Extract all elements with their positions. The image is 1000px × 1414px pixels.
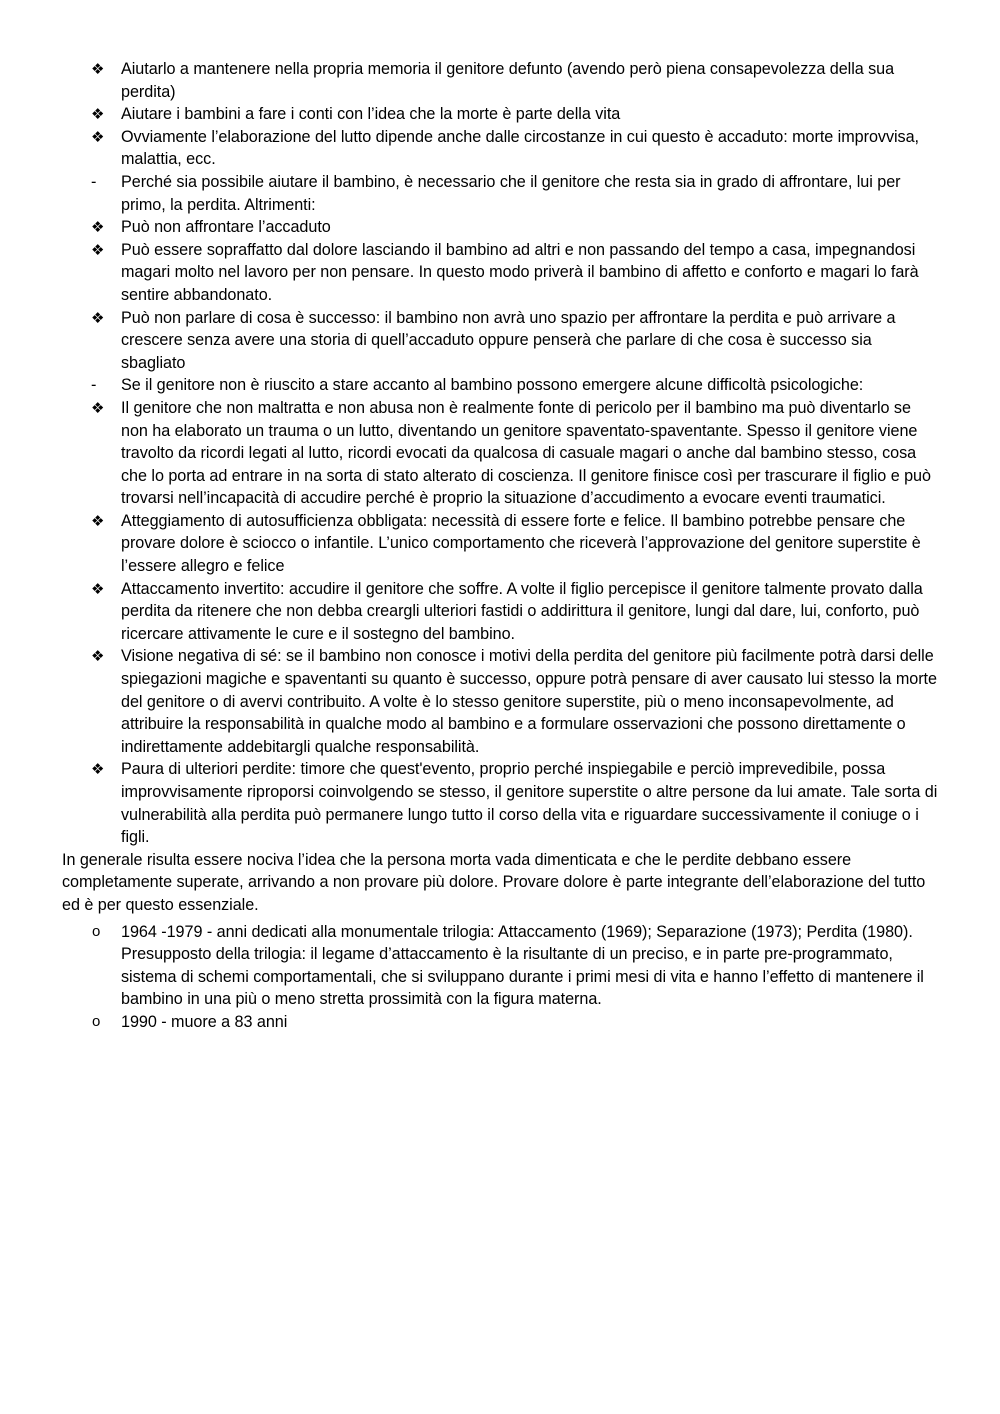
- list-item: [62, 578, 940, 646]
- list-item-text: Aiutarlo a mantenere nella propria memoria il genitore defunto (avendo però piena consapevolezza della sua perdita): [121, 60, 895, 101]
- list-item: [62, 510, 940, 578]
- list-item: [62, 171, 940, 216]
- list-item: [62, 126, 940, 171]
- list-item: [62, 758, 940, 848]
- list-item: [62, 1011, 940, 1034]
- list-item-text: 1964 -1979 ‑ anni dedicati alla monumentale trilogia: Attaccamento (1969); Separazione (1973); Perdita (1980). Presupposto della trilogia: il legame d’attaccamento è la risultante di un preciso, e in parte pre-programmato, sistema di schemi comportamentali, che si sviluppano durante i primi mesi di vita e hanno l’effetto di mantenere il bambino in una più o meno stretta prossimità con la figura materna.: [121, 922, 924, 1009]
- circle-bullet-icon: o: [92, 922, 101, 940]
- list-item-text: Aiutare i bambini a fare i conti con l’idea che la morte è parte della vita: [121, 105, 621, 124]
- list-item: [62, 921, 940, 1011]
- list-item: [62, 103, 940, 126]
- list-item: [62, 239, 940, 307]
- dash-bullet: -: [91, 376, 97, 395]
- list-item-text: Può non parlare di cosa è successo: il bambino non avrà uno spazio per affrontare la perdita e può arrivare a crescere senza avere una storia di quell’accaduto oppure penserà che parlare di che cosa è successo sia sbagliato: [121, 308, 896, 372]
- body-paragraph: In generale risulta essere nociva l’idea che la persona morta vada dimenticata e che le perdite debbano essere completamente superate, arrivando a non provare più dolore. Provare dolore è parte integrante dell’elaborazione del tutto ed è per questo essenziale.: [62, 850, 926, 914]
- list-item: [62, 58, 940, 103]
- diamond-bullet-icon: ❖: [91, 579, 105, 598]
- list-item: [62, 216, 940, 239]
- list-item: [62, 374, 940, 397]
- diamond-bullet-icon: ❖: [91, 240, 105, 259]
- diamond-bullet-icon: ❖: [91, 398, 105, 417]
- list-item-text: Visione negativa di sé: se il bambino non conosce i motivi della perdita del genitore più facilmente potrà darsi delle spiegazioni magiche e spaventanti su quanto è successo, oppure potrà pensare di aver causato lui stesso la morte del genitore o di avervi contribuito. A volte è lo stesso genitore superstite, più o meno inconsapevolmente, ad attribuire la responsabilità in qualche modo al bambino e a formulare osservazioni che possono direttamente o indirettamente addebitargli qualche responsabilità.: [121, 647, 937, 756]
- diamond-bullet-icon: ❖: [91, 218, 105, 237]
- dash-bullet: -: [91, 172, 97, 191]
- diamond-bullet-icon: ❖: [91, 308, 105, 327]
- diamond-bullet-icon: ❖: [91, 127, 105, 146]
- diamond-bullet-icon: ❖: [91, 760, 105, 779]
- list-item: [62, 307, 940, 375]
- list-item-text: Perché sia possibile aiutare il bambino, è necessario che il genitore che resta sia in grado di affrontare, lui per primo, la perdita. Altrimenti:: [121, 172, 901, 214]
- list-item-text: Atteggiamento di autosufficienza obbligata: necessità di essere forte e felice. Il bambino potrebbe pensare che provare dolore è sciocco o infantile. L’unico comportamento che riceverà l’approvazione del genitore superstite è l’essere allegro e felice: [121, 511, 921, 576]
- diamond-bullet-icon: ❖: [91, 511, 105, 530]
- list-item-text: Attaccamento invertito: accudire il genitore che soffre. A volte il figlio percepisce il genitore talmente provato dalla perdita da ritenere che non debba creargli ulteriori fastidi o addirittura il genitore, lungi dal dare, lui, conforto, può ricercare attivamente le cure e il sostegno del bambino.: [121, 579, 923, 643]
- list-item-text: Ovviamente l’elaborazione del lutto dipende anche dalle circostanze in cui questo è accaduto: morte improvvisa, malattia, ecc.: [121, 127, 919, 169]
- list-item: [62, 645, 940, 758]
- diamond-bullet-icon: ❖: [91, 647, 105, 666]
- list-item-text: Se il genitore non è riuscito a stare accanto al bambino possono emergere alcune difficoltà psicologiche:: [121, 376, 864, 395]
- list-item-text: Il genitore che non maltratta e non abusa non è realmente fonte di pericolo per il bambino ma può diventarlo se non ha elaborato un trauma o un lutto, diventando un genitore spaventato-spaventante. Spesso il genitore viene travolto da ricordi legati al lutto, ricordi evocati da qualcosa di casuale magari o anche dal bambino stesso, cosa che lo porta ad entrare in na sorta di stato alterato di coscienza. Il genitore finisce così per trascurare il figlio e può trovarsi nell’incapacità di accudire perché è proprio la situazione d’accudimento a evocare eventi traumatici.: [121, 398, 931, 508]
- list-item-text: Paura di ulteriori perdite: timore che quest'evento, proprio perché inspiegabile e perciò imprevedibile, possa improvvisamente riproporsi coinvolgendo se stesso, il genitore superstite o altre persone da lui amate. Tale sorta di vulnerabilità alla perdita può permanere lungo tutto il corso della vita e riguardare successivamente il coniuge o i figli.: [121, 760, 938, 847]
- diamond-bullet-icon: ❖: [91, 105, 105, 124]
- list-item-text: 1990 - muore a 83 anni: [121, 1012, 288, 1031]
- list-item: [62, 397, 940, 510]
- document-body: [62, 58, 940, 1034]
- list-item-text: Può non affrontare l’accaduto: [121, 218, 331, 237]
- circle-bullet-icon: o: [92, 1012, 101, 1030]
- diamond-bullet-icon: ❖: [91, 60, 105, 78]
- list-item-text: Può essere sopraffatto dal dolore lasciando il bambino ad altri e non passando del tempo a casa, impegnandosi magari molto nel lavoro per non pensare. In questo modo priverà il bambino di affetto e conforto e magari lo farà sentire abbandonato.: [121, 240, 919, 304]
